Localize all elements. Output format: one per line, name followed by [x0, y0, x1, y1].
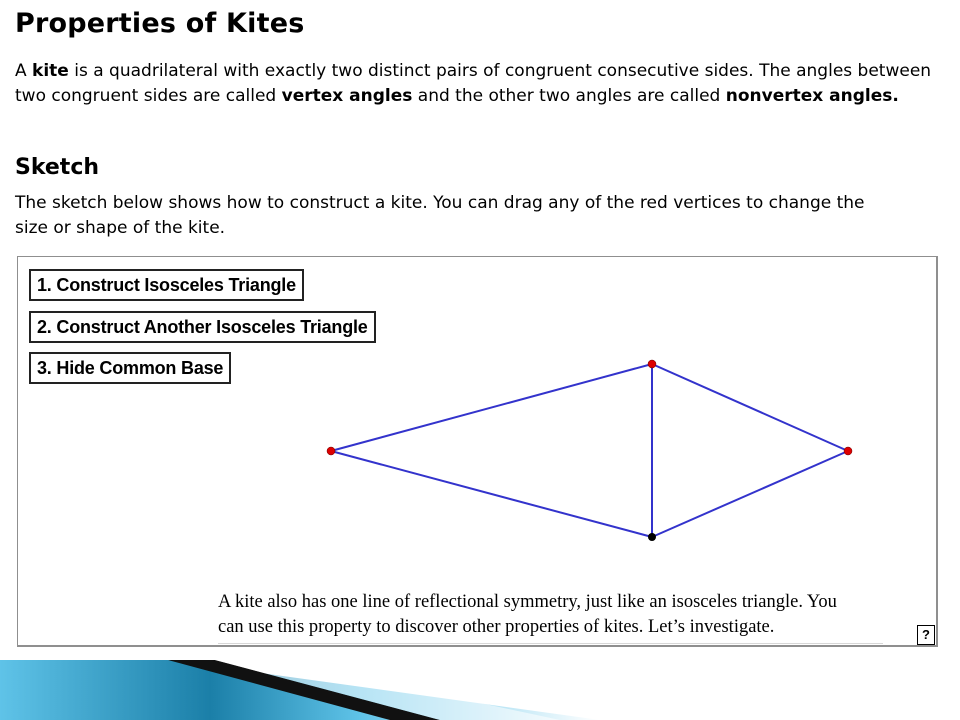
sketch-description-line: The sketch below shows how to construct a kite. You can drag any of the red vertices to change the: [15, 193, 865, 213]
kite-side-right-bottom: [652, 451, 848, 537]
section-title-sketch: Sketch: [15, 155, 100, 180]
term-kite: kite: [32, 61, 69, 81]
intro-text: A: [15, 61, 33, 81]
term-vertex-angles: vertex angles: [281, 86, 413, 106]
vertex-top-handle[interactable]: [648, 360, 656, 368]
caption-line: can use this property to discover other properties of kites. Let’s investigate.: [218, 617, 775, 637]
page-title: Properties of Kites: [15, 8, 305, 39]
construct-isosceles-triangle-button[interactable]: 1. Construct Isosceles Triangle: [29, 269, 304, 301]
vertex-left-handle[interactable]: [327, 447, 335, 455]
sketch-panel[interactable]: [17, 256, 938, 647]
decorative-ribbon: [0, 656, 960, 720]
kite-segments: [331, 364, 848, 537]
help-button[interactable]: ?: [917, 625, 935, 645]
sketch-description-line: size or shape of the kite.: [15, 218, 226, 238]
construct-another-isosceles-triangle-button[interactable]: 2. Construct Another Isosceles Triangle: [29, 311, 376, 343]
term-nonvertex-angles: nonvertex angles.: [725, 86, 899, 106]
caption-line: A kite also has one line of reflectional symmetry, just like an isosceles triangle. You: [218, 592, 837, 612]
caption-divider: [218, 643, 883, 644]
kite-side-left-bottom: [331, 451, 652, 537]
vertex-right-handle[interactable]: [844, 447, 852, 455]
vertex-bottom-point: [648, 533, 656, 541]
sketch-caption: [218, 590, 908, 640]
intro-paragraph: [15, 59, 950, 109]
intro-text: is a quadrilateral with exactly two distinct pairs of congruent consecutive sides. The angles between two congruent sides are called: [15, 61, 932, 106]
sketch-description: [15, 191, 960, 241]
intro-text: and the other two angles are called: [412, 86, 726, 106]
hide-common-base-button[interactable]: 3. Hide Common Base: [29, 352, 231, 384]
kite-side-right-top: [652, 364, 848, 451]
kite-side-left-top: [331, 364, 652, 451]
